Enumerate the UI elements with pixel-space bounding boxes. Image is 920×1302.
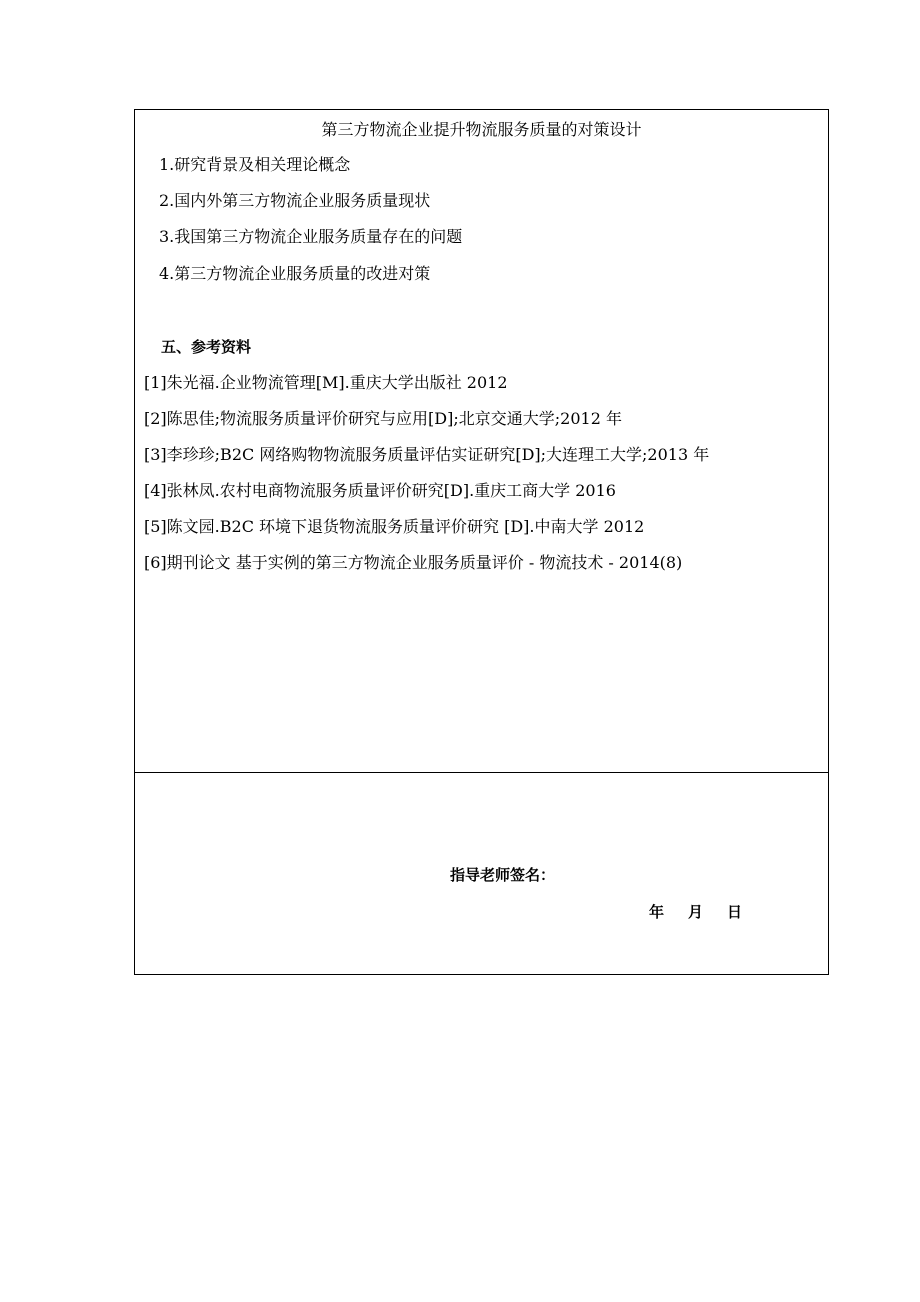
outline-item-2: 2.国内外第三方物流企业服务质量现状 bbox=[159, 191, 431, 210]
date-day-label: 日 bbox=[727, 903, 743, 921]
date-year-label: 年 bbox=[649, 903, 665, 921]
reference-item-5: [5]陈文园.B2C 环境下退货物流服务质量评价研究 [D].中南大学 2012 bbox=[144, 517, 645, 536]
date-month-label: 月 bbox=[688, 903, 704, 921]
section-title: 第三方物流企业提升物流服务质量的对策设计 bbox=[321, 120, 642, 139]
outline-item-4: 4.第三方物流企业服务质量的改进对策 bbox=[159, 264, 431, 283]
reference-item-4: [4]张林凤.农村电商物流服务质量评价研究[D].重庆工商大学 2016 bbox=[144, 481, 616, 500]
references-heading: 五、参考资料 bbox=[161, 338, 252, 356]
reference-item-1: [1]朱光福.企业物流管理[M].重庆大学出版社 2012 bbox=[144, 373, 508, 392]
signature-cell bbox=[135, 773, 828, 975]
outline-item-3: 3.我国第三方物流企业服务质量存在的问题 bbox=[159, 227, 463, 246]
signature-date bbox=[649, 902, 742, 922]
outline-item-1: 1.研究背景及相关理论概念 bbox=[159, 155, 351, 174]
reference-item-2: [2]陈思佳;物流服务质量评价研究与应用[D];北京交通大学;2012 年 bbox=[144, 409, 622, 428]
content-cell bbox=[135, 110, 828, 773]
reference-item-3: [3]李珍珍;B2C 网络购物物流服务质量评估实证研究[D];大连理工大学;2013 年 bbox=[144, 445, 710, 464]
reference-item-6: [6]期刊论文 基于实例的第三方物流企业服务质量评价 - 物流技术 - 2014(8) bbox=[144, 553, 683, 572]
advisor-signature-label: 指导老师签名： bbox=[450, 866, 556, 884]
form-table bbox=[134, 109, 829, 975]
